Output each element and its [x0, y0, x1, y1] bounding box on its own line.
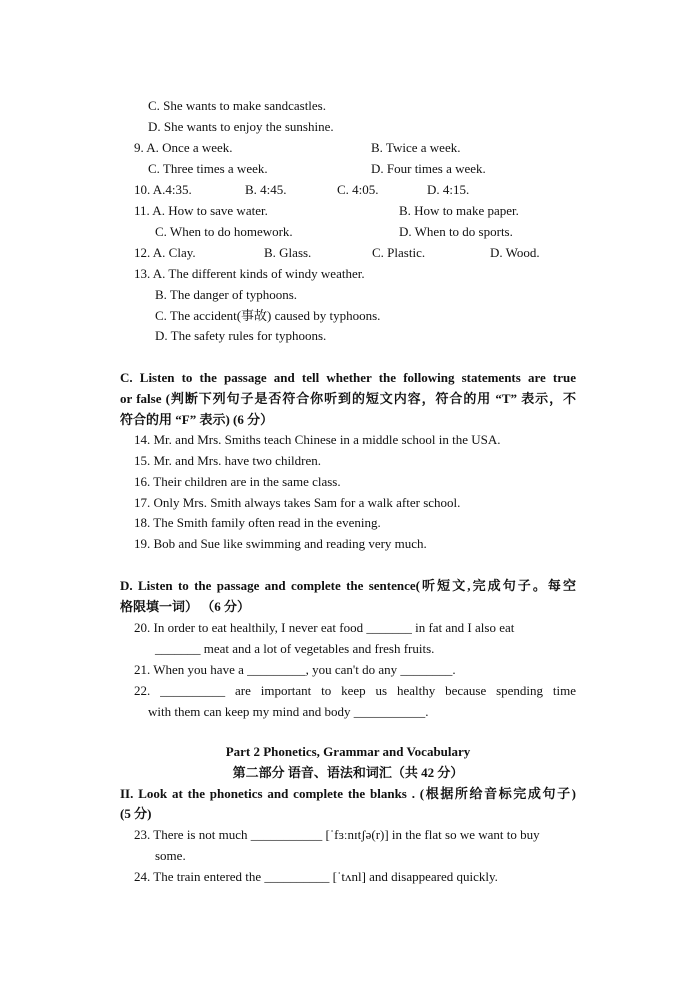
- section-c-heading-line-1: C. Listen to the passage and tell whether the following statements are true: [120, 370, 576, 385]
- question-10-option-b: B. 4:45.: [245, 182, 287, 197]
- question-12-option-d: D. Wood.: [490, 245, 540, 260]
- statement-14: 14. Mr. and Mrs. Smiths teach Chinese in a middle school in the USA.: [134, 432, 501, 447]
- section-c-heading-line-3: 符合的用 “F” 表示) (6 分）: [120, 412, 274, 427]
- question-9-option-d: D. Four times a week.: [371, 161, 486, 176]
- question-22-line-1: 22. __________ are important to keep us healthy because spending time: [134, 683, 576, 698]
- question-11-option-d: D. When to do sports.: [399, 224, 513, 239]
- section-d-heading-line-2: 格限填一词） （6 分）: [120, 599, 251, 614]
- question-8-option-d: D. She wants to enjoy the sunshine.: [148, 119, 334, 134]
- question-12-option-c: C. Plastic.: [372, 245, 426, 260]
- question-10-option-c: C. 4:05.: [337, 182, 379, 197]
- section-c-heading-line-2: or false (判断下列句子是否符合你听到的短文内容，符合的用 “T” 表示，不: [120, 391, 576, 406]
- statement-18: 18. The Smith family often read in the evening.: [134, 515, 381, 530]
- section-d-heading-line-1: D. Listen to the passage and complete the sentence(听短文,完成句子。每空: [120, 578, 576, 593]
- question-13-option-b: B. The danger of typhoons.: [155, 287, 298, 302]
- question-23-line-2: some.: [155, 848, 186, 863]
- statement-17: 17. Only Mrs. Smith always takes Sam for a walk after school.: [134, 495, 461, 510]
- question-13-option-c: C. The accident(事故) caused by typhoons.: [155, 308, 381, 323]
- statement-15: 15. Mr. and Mrs. have two children.: [134, 453, 322, 468]
- question-24: 24. The train entered the __________ [ˈtʌnl] and disappeared quickly.: [134, 869, 498, 884]
- question-10-option-d: D. 4:15.: [427, 182, 470, 197]
- question-12-option-a: 12. A. Clay.: [134, 245, 196, 260]
- question-11-option-c: C. When to do homework.: [155, 224, 293, 239]
- question-12-option-b: B. Glass.: [264, 245, 312, 260]
- part-2-title: Part 2 Phonetics, Grammar and Vocabulary: [225, 744, 471, 759]
- question-20-line-1: 20. In order to eat healthily, I never eat food _______ in fat and I also eat: [134, 620, 515, 635]
- question-13-option-a: 13. A. The different kinds of windy weather.: [134, 266, 365, 281]
- question-21: 21. When you have a _________, you can't do any ________.: [134, 662, 456, 677]
- part-2-subtitle: 第二部分 语音、语法和词汇（共 42 分）: [232, 765, 464, 780]
- question-13-option-d: D. The safety rules for typhoons.: [155, 328, 327, 343]
- section-ii-heading-line-1: II. Look at the phonetics and complete the blanks . (根据所给音标完成句子): [120, 786, 576, 801]
- question-10-option-a: 10. A.4:35.: [134, 182, 192, 197]
- question-8-option-c: C. She wants to make sandcastles.: [148, 98, 326, 113]
- section-ii-heading-line-2: (5 分): [120, 806, 152, 821]
- question-9-option-b: B. Twice a week.: [371, 140, 461, 155]
- question-11-option-b: B. How to make paper.: [399, 203, 519, 218]
- question-9-option-c: C. Three times a week.: [148, 161, 268, 176]
- question-20-line-2: _______ meat and a lot of vegetables and fresh fruits.: [155, 641, 435, 656]
- question-22-line-2: with them can keep my mind and body ___________.: [148, 704, 429, 719]
- statement-19: 19. Bob and Sue like swimming and reading very much.: [134, 536, 427, 551]
- question-9-option-a: 9. A. Once a week.: [134, 140, 233, 155]
- statement-16: 16. Their children are in the same class.: [134, 474, 341, 489]
- question-11-option-a: 11. A. How to save water.: [134, 203, 268, 218]
- question-23-line-1: 23. There is not much ___________ [ˈfɜːnɪtʃə(r)] in the flat so we want to buy: [134, 827, 540, 842]
